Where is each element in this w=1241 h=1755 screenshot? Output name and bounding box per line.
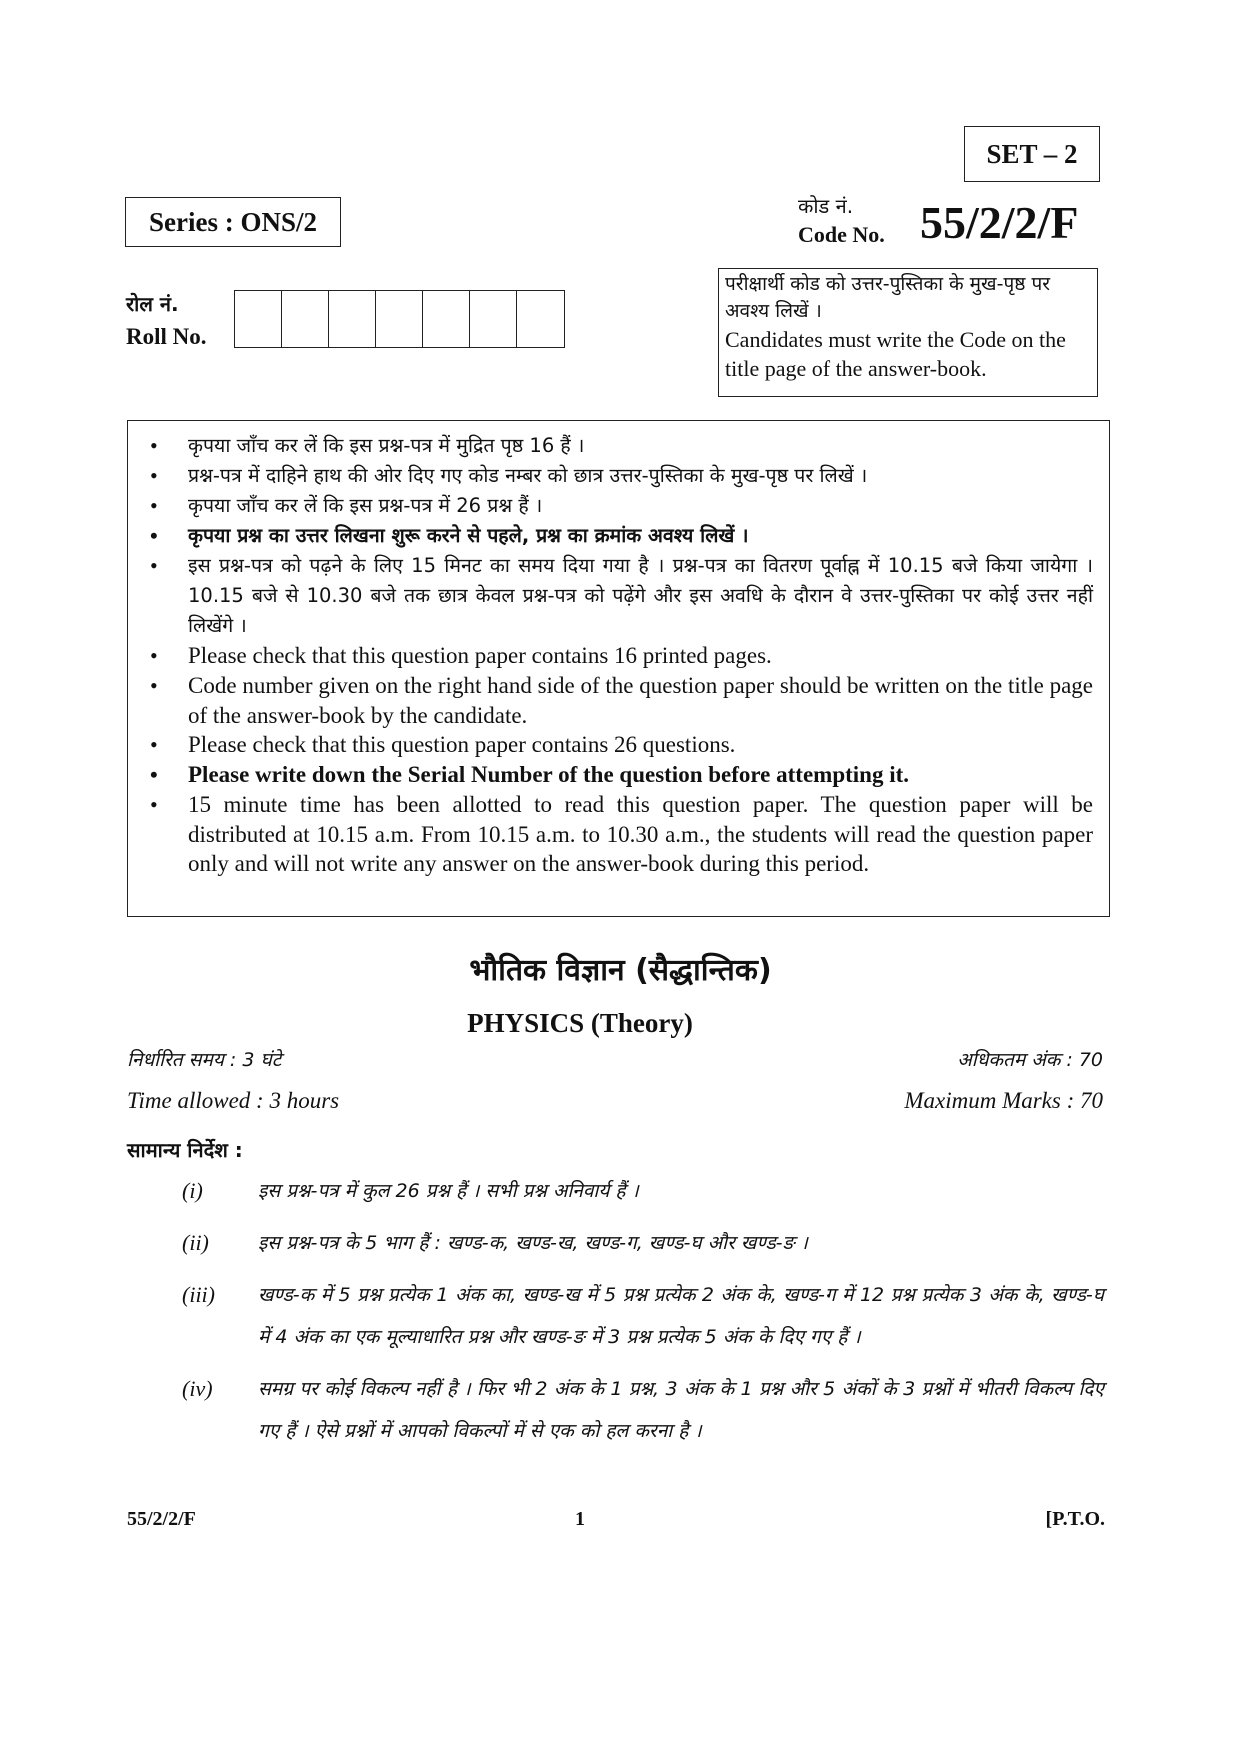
- item-number: (ii): [182, 1230, 209, 1255]
- instruction-text: Code number given on the right hand side of the question paper should be written on the title page of the answer-book by the candidate.: [188, 673, 1093, 728]
- roll-label: Roll No.: [126, 324, 207, 349]
- instruction-item: [150, 521, 1093, 551]
- item-text: इस प्रश्न-पत्र में कुल 26 प्रश्न हैं । सभी प्रश्न अनिवार्य हैं ।: [258, 1180, 639, 1202]
- general-instruction-item: [182, 1368, 1104, 1452]
- bullet-icon: •: [150, 732, 158, 757]
- candidate-note-english: Candidates must write the Code on the title page of the answer-book.: [725, 327, 1066, 381]
- instruction-item: [150, 491, 1093, 521]
- roll-number-boxes[interactable]: [234, 290, 565, 348]
- candidate-note-hindi: परीक्षार्थी कोड को उत्तर-पुस्तिका के मुख-पृष्ठ पर अवश्य लिखें ।: [725, 273, 1051, 322]
- bullet-icon: •: [150, 463, 158, 488]
- bullet-icon: •: [150, 493, 158, 518]
- footer-code: 55/2/2/F: [127, 1508, 196, 1530]
- instruction-item: [150, 431, 1093, 461]
- bullet-icon: •: [150, 673, 158, 698]
- general-instruction-item: [182, 1170, 1104, 1212]
- instruction-item: [150, 790, 1093, 879]
- candidate-code-note: [718, 268, 1098, 397]
- item-number: (iv): [182, 1376, 213, 1401]
- bullet-icon: •: [150, 792, 158, 817]
- subject-title: PHYSICS (Theory): [467, 1008, 693, 1038]
- bullet-icon: •: [150, 433, 158, 458]
- instruction-text: Please check that this question paper contains 26 questions.: [188, 732, 736, 757]
- roll-digit-box[interactable]: [329, 291, 376, 347]
- roll-digit-box[interactable]: [470, 291, 517, 347]
- general-instructions-title: सामान्य निर्देश :: [127, 1138, 243, 1162]
- bullet-icon: •: [150, 762, 158, 787]
- subject-title-hindi: भौतिक विज्ञान (सैद्धान्तिक): [469, 953, 772, 988]
- general-instructions-list: [182, 1170, 1104, 1462]
- instruction-text: कृपया जाँच कर लें कि इस प्रश्न-पत्र में मुद्रित पृष्ठ 16 हैं ।: [188, 434, 585, 457]
- item-text: खण्ड-क में 5 प्रश्न प्रत्येक 1 अंक का, खण्ड-ख में 5 प्रश्न प्रत्येक 2 अंक के, खण्ड-ग में 12 प्रश्न प्रत्येक 3 अंक के, खण्ड-घ में 4 अंक का एक मूल्याधारित प्रश्न और खण्ड-ङ में 3 प्रश्न प्रत्येक 5 अंक के दिए गए हैं ।: [258, 1284, 1104, 1348]
- code-number: 55/2/2/F: [920, 197, 1079, 248]
- please-turn-over: [P.T.O.: [1045, 1508, 1105, 1530]
- page-number: 1: [575, 1508, 585, 1530]
- instruction-text: Please check that this question paper contains 16 printed pages.: [188, 643, 772, 668]
- bullet-icon: •: [150, 553, 158, 578]
- instructions-box: [127, 420, 1110, 917]
- roll-digit-box[interactable]: [282, 291, 329, 347]
- series-label: Series : ONS/2: [125, 197, 341, 247]
- roll-digit-box[interactable]: [376, 291, 423, 347]
- instruction-text: 15 minute time has been allotted to read this question paper. The question paper will be distributed at 10.15 a.m. From 10.15 a.m. to 10.30 a.m., the students will read the question paper only and will not write any answer on the answer-book during this period.: [188, 792, 1093, 876]
- roll-digit-box[interactable]: [423, 291, 470, 347]
- set-label: SET – 2: [964, 126, 1100, 182]
- roll-digit-box[interactable]: [517, 291, 564, 347]
- general-instruction-item: [182, 1274, 1104, 1358]
- instruction-item: [150, 641, 1093, 671]
- item-text: समग्र पर कोई विकल्प नहीं है । फिर भी 2 अंक के 1 प्रश्न, 3 अंक के 1 प्रश्न और 5 अंकों के 3 प्रश्नों में भीतरी विकल्प दिए गए हैं । ऐसे प्रश्नों में आपको विकल्पों में से एक को हल करना है ।: [258, 1378, 1104, 1442]
- bullet-icon: •: [150, 643, 158, 668]
- instruction-item: [150, 461, 1093, 491]
- maximum-marks: Maximum Marks : 70: [904, 1088, 1103, 1113]
- time-allowed-hindi: निर्धारित समय : 3 घंटे: [127, 1049, 282, 1071]
- time-allowed: Time allowed : 3 hours: [127, 1088, 340, 1113]
- code-label-hindi: कोड नं.: [798, 194, 854, 218]
- instruction-item: [150, 760, 1093, 790]
- instruction-text: प्रश्न-पत्र में दाहिने हाथ की ओर दिए गए कोड नम्बर को छात्र उत्तर-पुस्तिका के मुख-पृष्ठ पर लिखें ।: [188, 464, 868, 487]
- instruction-text: कृपया प्रश्न का उत्तर लिखना शुरू करने से पहले, प्रश्न का क्रमांक अवश्य लिखें ।: [188, 524, 749, 547]
- instruction-text: इस प्रश्न-पत्र को पढ़ने के लिए 15 मिनट का समय दिया गया है । प्रश्न-पत्र का वितरण पूर्वाह्न में 10.15 बजे किया जायेगा । 10.15 बजे से 10.30 बजे तक छात्र केवल प्रश्न-पत्र को पढ़ेंगे और इस अवधि के दौरान वे उत्तर-पुस्तिका पर कोई उत्तर नहीं लिखेंगे ।: [188, 554, 1093, 637]
- item-text: इस प्रश्न-पत्र के 5 भाग हैं : खण्ड-क, खण्ड-ख, खण्ड-ग, खण्ड-घ और खण्ड-ङ ।: [258, 1232, 808, 1254]
- instruction-item: [150, 551, 1093, 641]
- instruction-text: कृपया जाँच कर लें कि इस प्रश्न-पत्र में 26 प्रश्न हैं ।: [188, 494, 543, 517]
- roll-label-hindi: रोल नं.: [126, 292, 179, 316]
- roll-digit-box[interactable]: [235, 291, 282, 347]
- bullet-icon: •: [150, 523, 158, 548]
- code-label: Code No.: [798, 222, 885, 247]
- item-number: (iii): [182, 1282, 215, 1307]
- general-instruction-item: [182, 1222, 1104, 1264]
- instruction-item: [150, 671, 1093, 730]
- instruction-item: [150, 730, 1093, 760]
- instruction-text: Please write down the Serial Number of the question before attempting it.: [188, 762, 910, 787]
- item-number: (i): [182, 1178, 203, 1203]
- maximum-marks-hindi: अधिकतम अंक : 70: [957, 1049, 1103, 1071]
